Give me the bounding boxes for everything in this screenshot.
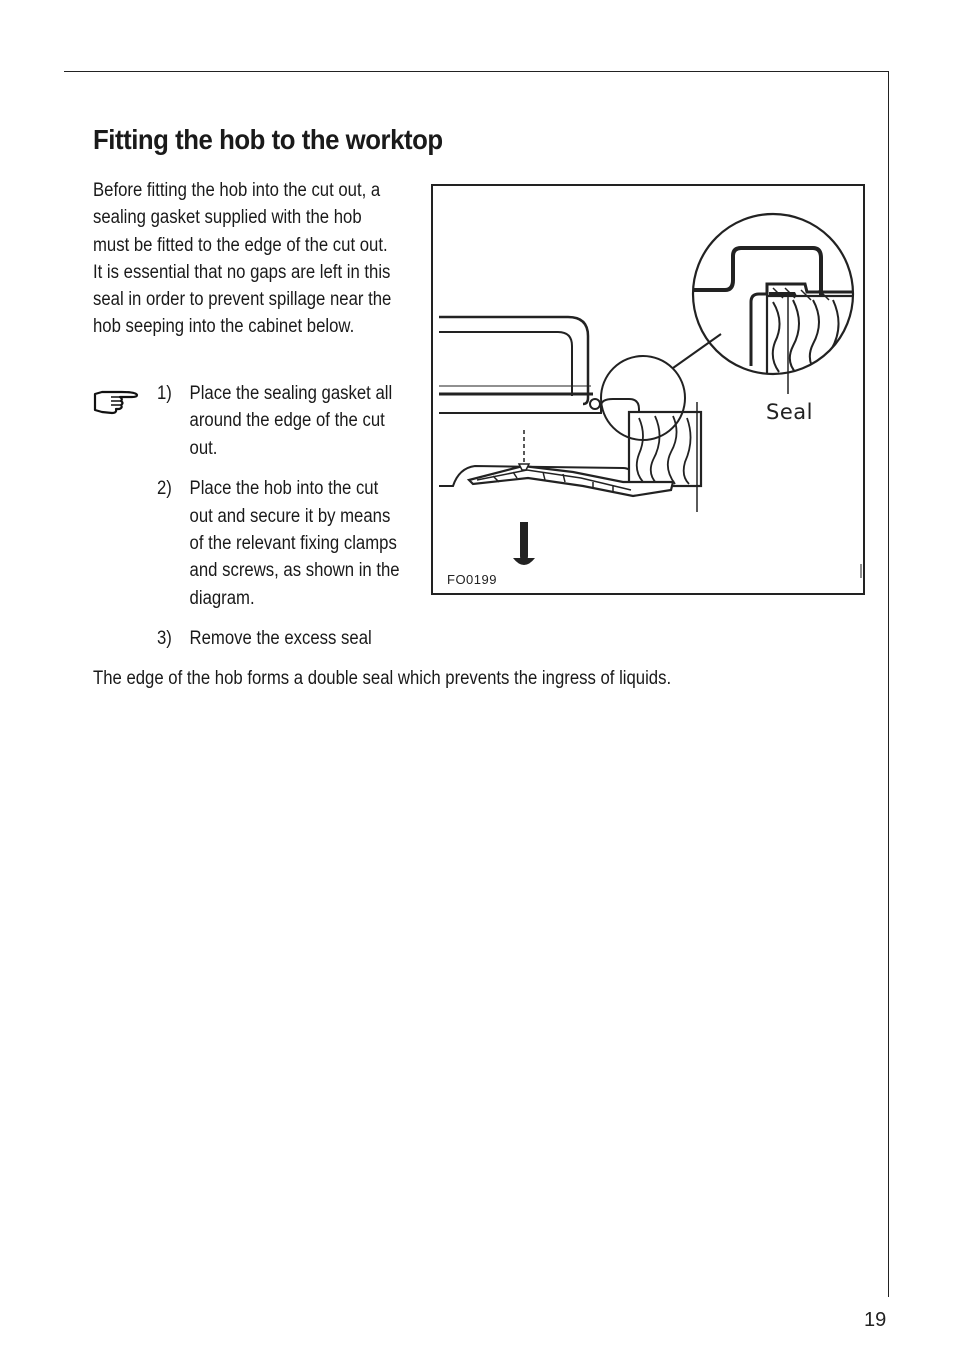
figure-code: FO0199 <box>447 572 497 587</box>
step-number: 3) <box>157 628 172 650</box>
step-text: Remove the excess seal <box>189 628 372 650</box>
step-number: 2) <box>157 478 172 500</box>
pointing-hand-icon <box>92 388 140 416</box>
hob-installation-diagram <box>431 184 865 595</box>
intro-paragraph: Before fitting the hob into the cut out, a sealing gasket supplied with the hob must be fitted to the edge of the cut out. It is essential that no gaps are left in this seal in order to prevent spillage near the hob seeping into the cabinet below. <box>93 180 392 338</box>
seal-label: Seal <box>766 400 813 424</box>
closing-paragraph: The edge of the hob forms a double seal which prevents the ingress of liquids. <box>93 668 672 689</box>
step-number: 1) <box>157 383 172 404</box>
side-rule <box>888 71 889 1297</box>
step-item <box>157 625 403 652</box>
step-text: Place the hob into the cut out and secure it by means of the relevant fixing clamps and screws, as shown in the diagram. <box>189 478 400 609</box>
steps-list <box>157 380 403 666</box>
page-title: Fitting the hob to the worktop <box>93 124 443 155</box>
top-rule <box>64 71 889 72</box>
step-text: Place the sealing gasket all around the edge of the cut out. <box>189 383 393 459</box>
step-item <box>157 380 403 462</box>
diagram-drawing <box>433 186 863 593</box>
page-number: 19 <box>864 1309 887 1331</box>
step-item <box>157 475 403 611</box>
